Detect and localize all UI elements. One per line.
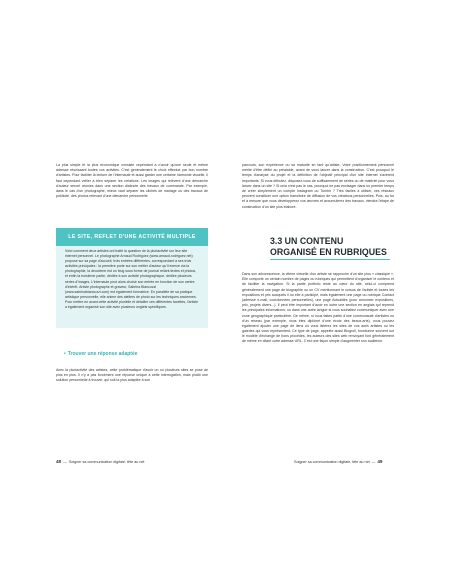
page-number: 48 — [56, 459, 62, 464]
section-heading — [270, 236, 390, 260]
sidebar-box — [56, 228, 208, 328]
subheading-text: Trouver une réponse adaptée — [67, 351, 138, 357]
section-heading-text: 3.3 UN CONTENU ORGANISÉ EN RUBRIQUES — [270, 236, 390, 260]
body-text: parcours, son expérience ou sa maturité en tant qu'artiste. Votre positionnement personnel mérite d'être défini au préalable, avant de vous lancer dans la construction. C'est pourquoi le temps d'analyse du projet et la définition de l'objectif principal d'un site internet s'avèrent importants. Si vous débutez, disposez-vous de suffisamment de séries ou de matériel pour vous lancer dans un site ? Si cela n'est pas le cas, pourquoi ne pas envisager dans un premier temps de créer simplement un compte Instagram ou Tumblr ? Très faciles à utiliser, ces réseaux peuvent constituer une option transitoire de diffusion de vos créations personnelles. Puis, au fur et à mesure que vous développerez vos œuvres et accumulerez des travaux, viendra l'étape de construction d'un site plus élaboré. — [242, 163, 394, 209]
subheading — [64, 351, 138, 357]
bullet-icon: • — [64, 351, 66, 357]
body-text: Avec la pluriactivité des artistes, cette problématique d'avoir un ou plusieurs sites se pose de plus en plus. Il n'y a pas forcément une réponse unique à cette interrogation, mais plutôt une solution personnelle à trouver, qui soit la plus adaptée à son — [56, 368, 208, 383]
right-top-paragraph — [242, 163, 394, 210]
body-text: La plus simple et la plus économique consiste cependant à n'avoir qu'une seule et même adresse réunissant toutes vos activités. C'est généralement le choix effectué par bon nombre d'artistes. Pour faciliter la lecture de l'internaute et aussi garder une certaine harmonie visuelle, il faut cependant veiller à bien séparer les créations. Les images qui relèvent d'une démarche d'auteur seront réunies dans une section distincte des travaux de commande. Par exemple, dans le cas d'un photographe, mieux vaut séparer les clichés de mariage ou des travaux de publicité, des photos relevant d'une démarche personnelle. — [56, 163, 208, 199]
left-top-paragraph — [56, 163, 208, 199]
left-footer — [56, 459, 144, 464]
right-page — [226, 0, 452, 584]
sidebar-box-title: LE SITE, REFLET D'UNE ACTIVITÉ MULTIPLE — [56, 228, 208, 246]
running-title: Soigner sa communication digitale, tête au net — [294, 460, 370, 464]
body-text: Dans son arborescence, la vitrine virtuelle d'un artiste se rapproche d'un site plus « classique ». Elle comporte un certain nombre de pages ou rubriques qui permettent d'organiser le contenu et de faciliter la navigation. Si la partie portfolio reste au cœur du site, celui-ci comprend généralement une page de biographie ou un CV mentionnant le cursus de l'artiste et toutes les expositions et prix auxquels il ou elle a participé, mais également une page ou rubrique Contact (adresse e-mail, coordonnées personnelles), une page Actualités (pour annoncer expositions, prix, projets divers...). Il peut être important d'avoir en outre une section en anglais qui reprend les principales informations, ou dans une autre langue si vous souhaitez communiquer avec une zone géographique particulière. De même, si vous faites partie d'une communauté d'artistes ou d'un réseau (par exemple, vous êtes diplômé d'une école des beaux-arts), vous pouvez également ajouter une page de liens où vous listerez les sites de vos amis artistes ou les galeries qui vous représentent. Ce type de page, appelée aussi Blogroll, fonctionne souvent sur le modèle d'échange de bons procédés, les auteurs des sites web renvoyant font généralement de même en citant votre adresse URL. C'est une façon simple d'augmenter son audience. — [242, 272, 394, 344]
page-number: 49 — [377, 459, 383, 464]
sidebar-box-text: Voici comment deux artistes ont traité la question de la pluriactivité sur leur site internet personnel. Le photographe Arnaud Rodriguez (www.arnaud-rodriguez.net) propose sur sa page d'accueil, trois entrées différentes, correspondant à ses trois activités principales : la première porte sur son métier d'auteur qu'il exerce via la photographie, la deuxième est un blog sous forme de journal reliant textes et photos, et enfin la troisième partie, dédiée à son activité photographique, dédiée plusieurs séries d'images. L'internaute peut alors choisir son entrée en fonction de son centre d'intérêt. Artiste photographe et graveur, Sabrina Biancuzzi (www.sabrinabiancuzzi.com) est également formatrice. En parallèle de sa pratique artistique personnelle, elle anime des ateliers de photo sur les techniques anciennes. Pour mettre en avant cette activité plurielle et détailler ces différentes facettes, l'artiste a également organisé son site avec plusieurs onglets spécifiques. — [65, 249, 199, 310]
sidebar-box-body — [56, 246, 208, 328]
left-bottom-paragraph — [56, 368, 208, 384]
right-bottom-paragraph — [242, 272, 394, 345]
running-title: Soigner sa communication digitale, tête au net — [68, 460, 145, 464]
footer-separator: — — [371, 460, 376, 464]
right-footer — [294, 459, 382, 464]
footer-separator: — — [63, 460, 67, 464]
